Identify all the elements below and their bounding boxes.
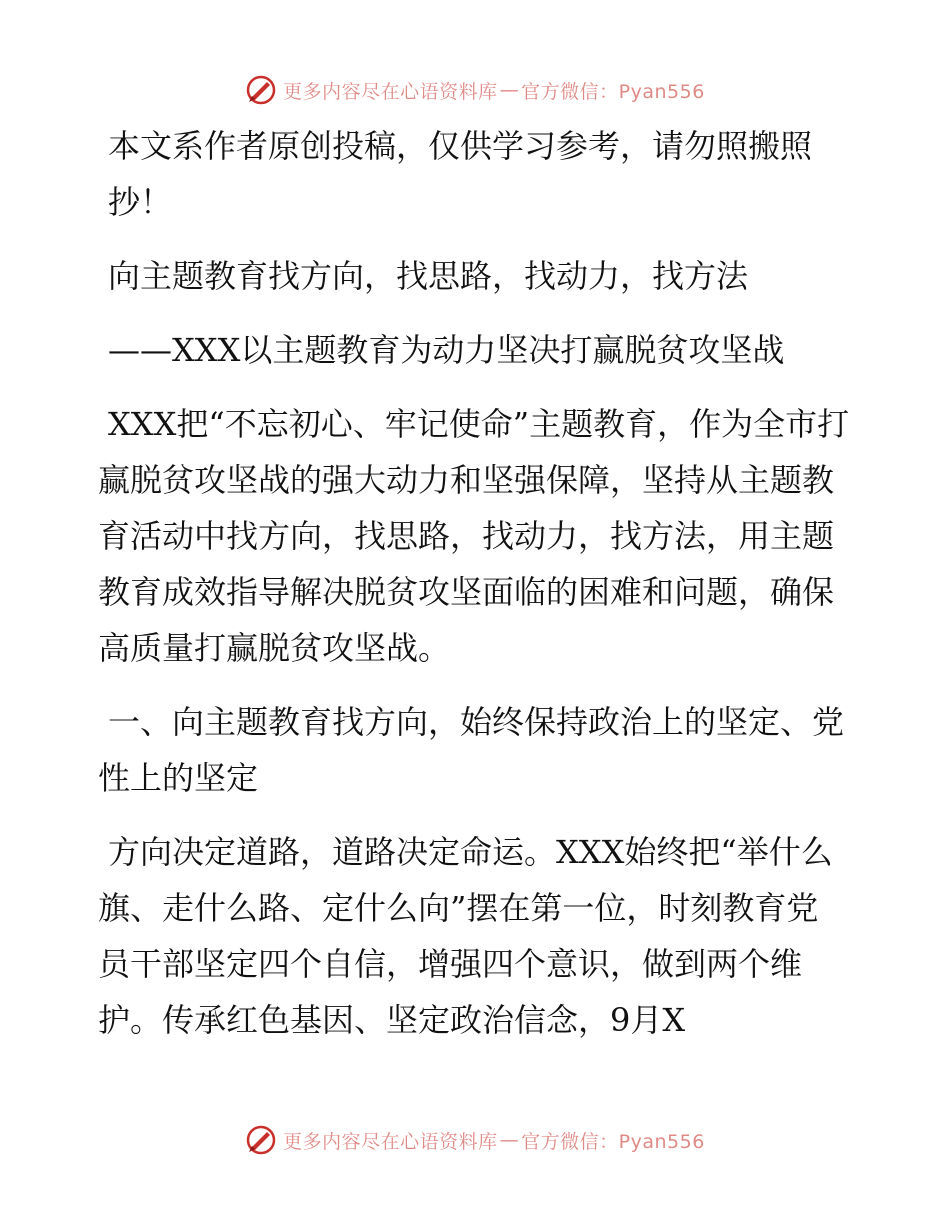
pen-logo-icon: [245, 1124, 277, 1156]
watermark-wechat: 官方微信：Pyan556: [521, 1130, 705, 1153]
copyright-notice: 本文系作者原创投稿，仅供学习参考，请勿照搬照抄！: [108, 127, 813, 221]
pen-logo-icon: [245, 74, 277, 106]
paragraph-intro: [98, 396, 850, 676]
watermark-separator: —: [499, 1129, 520, 1151]
watermark-text: 更多内容尽在心语资料库: [283, 80, 498, 103]
document-title: 向主题教育找方向，找思路，找动力，找方法: [108, 257, 749, 295]
paragraph-direction: [98, 824, 850, 1048]
watermark-wechat: 官方微信：Pyan556: [521, 80, 705, 103]
section-heading-1-text: 一、向主题教育找方向，始终保持政治上的坚定、党性上的坚定: [98, 703, 845, 797]
watermark-header: [0, 70, 950, 110]
watermark-footer: [0, 1120, 950, 1160]
section-heading-1: [98, 694, 850, 806]
document-body: [98, 118, 850, 1048]
paragraph-intro-text: XXX把“不忘初心、牢记使命”主题教育，作为全市打赢脱贫攻坚战的强大动力和坚强保障，坚持从主题教育活动中找方向，找思路，找动力，找方法，用主题教育成效指导解决脱贫攻坚面临的困难和问题，确保高质量打赢脱贫攻坚战。: [98, 405, 850, 667]
watermark-text: 更多内容尽在心语资料库: [283, 1130, 498, 1153]
watermark-separator: —: [499, 79, 520, 101]
paragraph-direction-text: 方向决定道路，道路决定命运。XXX始终把“举什么旗、走什么路、定什么向”摆在第一位，时刻教育党员干部坚定四个自信，增强四个意识，做到两个维护。传承红色基因、坚定政治信念，9月X: [98, 833, 833, 1039]
document-subtitle: ——XXX以主题教育为动力坚决打赢脱贫攻坚战: [108, 331, 785, 369]
